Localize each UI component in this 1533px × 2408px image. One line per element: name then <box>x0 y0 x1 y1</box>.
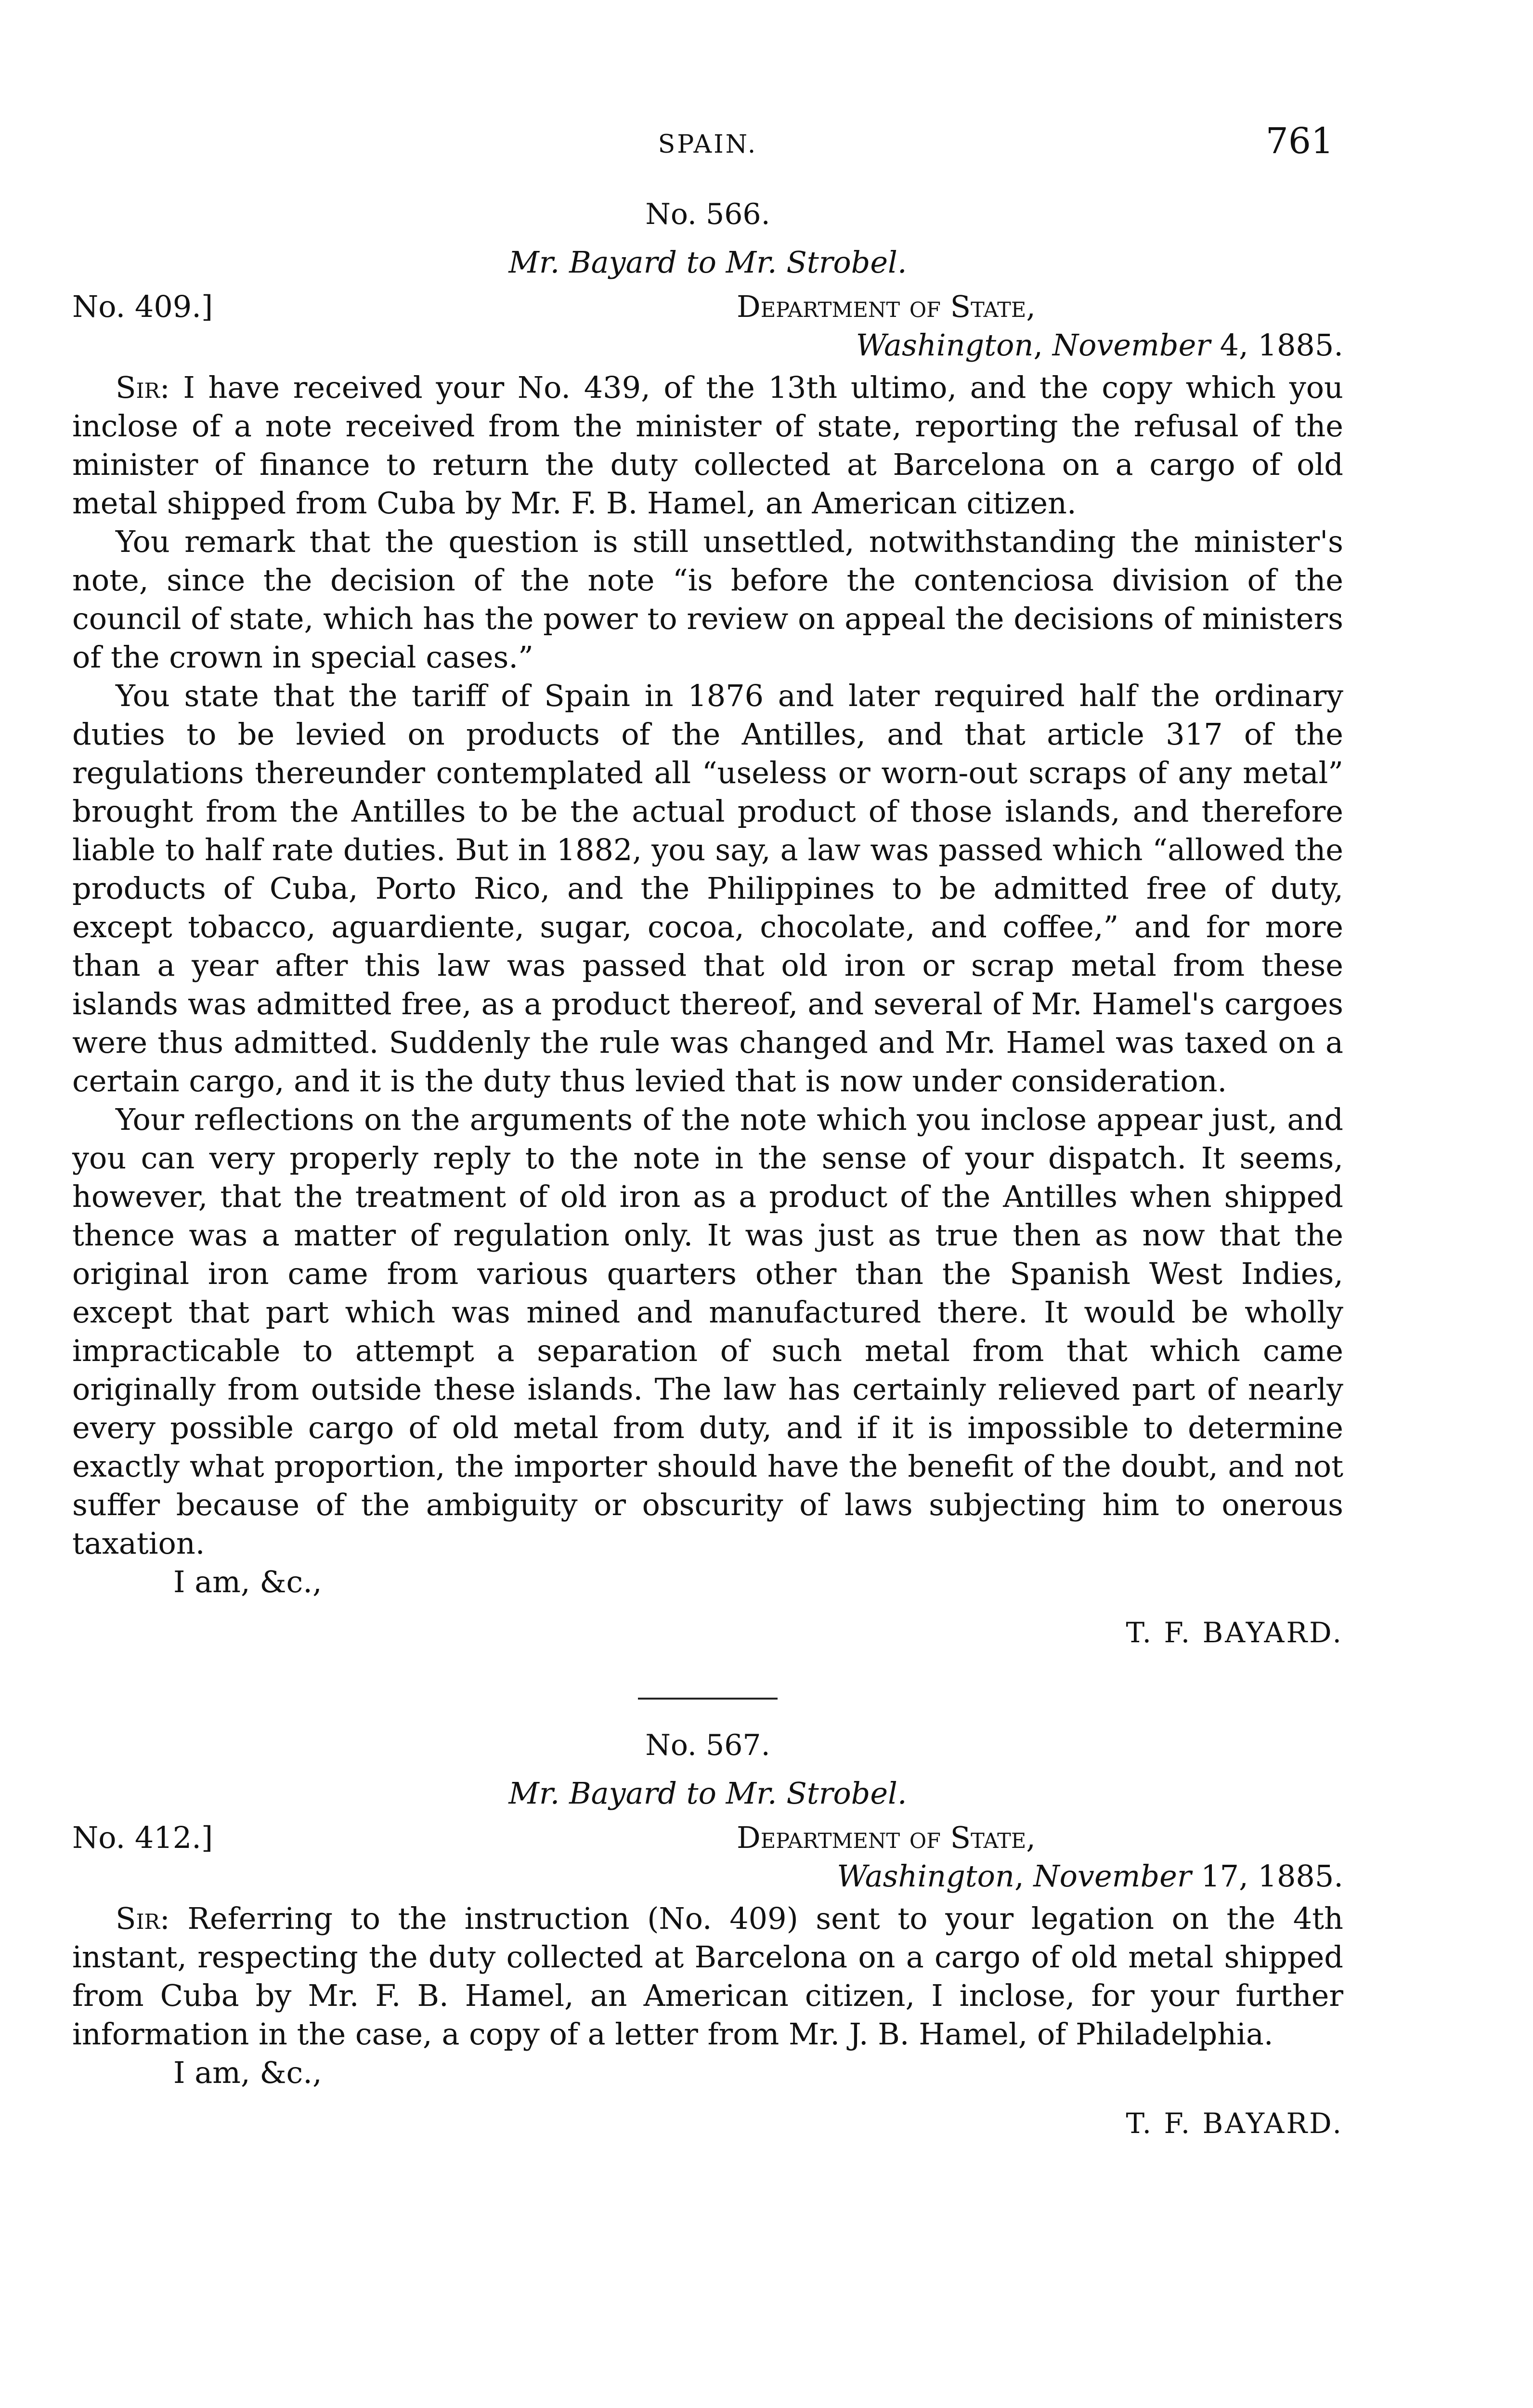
salutation: Sir <box>116 370 160 405</box>
signature: T. F. BAYARD. <box>1126 1616 1343 1649</box>
document-number: No. 566. <box>645 197 770 231</box>
date-month: November <box>1033 1858 1192 1894</box>
place-and-date: Washington, November 4, 1885. <box>856 327 1343 363</box>
date-rest: 17, 1885. <box>1201 1858 1343 1894</box>
paragraph-text: : Referring to the instruction (No. 409) sent to your legation on the 4th instant, respecting the duty collected at Barcelona on a cargo of old metal shipped from Cuba by Mr. F. B. Hamel, an American citizen, I inclose, for your further information in the case, a copy of a letter from Mr. J. B. Hamel, of Philadelphia. <box>72 1901 1343 2052</box>
document-566 <box>72 193 1343 1654</box>
closing: I am, &c., <box>173 2055 322 2090</box>
paragraph-text: : I have received your No. 439, of the 13th ultimo, and the copy which you inclose of a note received from the minister of state, reporting the refusal of the minister of finance to return the duty collected at Barcelona on a cargo of old metal shipped from Cuba by Mr. F. B. Hamel, an American citizen. <box>72 370 1343 521</box>
date-rest: 4, 1885. <box>1220 327 1343 363</box>
running-head <box>72 120 1343 173</box>
paragraph: You state that the tariff of Spain in 1876 and later required half the ordinary duties to be levied on products of the Antilles, and that article 317 of the regulations thereunder contemplated all “useless or worn-out scraps of any metal” brought from the Antilles to be the actual product of those islands, and therefore liable to half rate duties. But in 1882, you say, a law was passed which “allowed the products of Cuba, Porto Rico, and the Philippines to be admitted free of duty, except tobacco, aguardiente, sugar, cocoa, chocolate, and coffee,” and for more than a year after this law was passed that old iron or scrap metal from these islands was admitted free, as a product thereof, and several of Mr. Hamel's cargoes were thus admitted. Suddenly the rule was changed and Mr. Hamel was taxed on a certain cargo, and it is the duty thus levied that is now under consideration. <box>72 678 1343 1099</box>
reference-number: No. 409.] <box>72 289 213 324</box>
signature: T. F. BAYARD. <box>1126 2107 1343 2140</box>
document-567 <box>72 1724 1343 2145</box>
salutation: Sir <box>116 1901 160 1936</box>
paragraph: You remark that the question is still unsettled, notwithstanding the minister's note, since the decision of the note “is before the contenciosa division of the council of state, which has the power to review on appeal the decisions of ministers of the crown in special cases.” <box>72 524 1343 675</box>
place-and-date: Washington, November 17, 1885. <box>837 1858 1343 1894</box>
reference-number: No. 412.] <box>72 1820 213 1855</box>
department-name: Department of State, <box>737 1820 1036 1855</box>
document-heading: Mr. Bayard to Mr. Strobel. <box>508 245 907 280</box>
date-month: November <box>1052 327 1210 363</box>
page-number: 761 <box>1265 120 1334 162</box>
place: Washington <box>856 327 1034 363</box>
dateline <box>72 1820 1343 1899</box>
document-number: No. 567. <box>645 1728 770 1762</box>
place: Washington <box>837 1858 1014 1894</box>
department-name: Department of State, <box>737 289 1036 324</box>
dateline <box>72 289 1343 368</box>
letter-body <box>72 1899 1343 2054</box>
paragraph: Your reflections on the arguments of the note which you inclose appear just, and you can very properly reply to the note in the sense of your dispatch. It seems, however, that the treatment of old iron as a product of the Antilles when shipped thence was a matter of regulation only. It was just as true then as now that the original iron came from various quarters other than the Spanish West Indies, except that part which was mined and manufactured there. It would be wholly impracticable to attempt a separation of such metal from that which came originally from outside these islands. The law has certainly relieved part of nearly every possible cargo of old metal from duty, and if it is impossible to determine exactly what proportion, the importer should have the benefit of the doubt, and not suffer because of the ambiguity or obscurity of laws subjecting him to onerous taxation. <box>72 1102 1343 1561</box>
section-divider <box>638 1698 778 1700</box>
document-heading: Mr. Bayard to Mr. Strobel. <box>508 1776 907 1811</box>
letter-body <box>72 368 1343 1563</box>
running-head-title: SPAIN. <box>658 130 758 159</box>
closing: I am, &c., <box>173 1564 322 1599</box>
paragraph <box>72 1899 1343 2054</box>
paragraph <box>72 368 1343 523</box>
document-page <box>72 120 1343 2145</box>
